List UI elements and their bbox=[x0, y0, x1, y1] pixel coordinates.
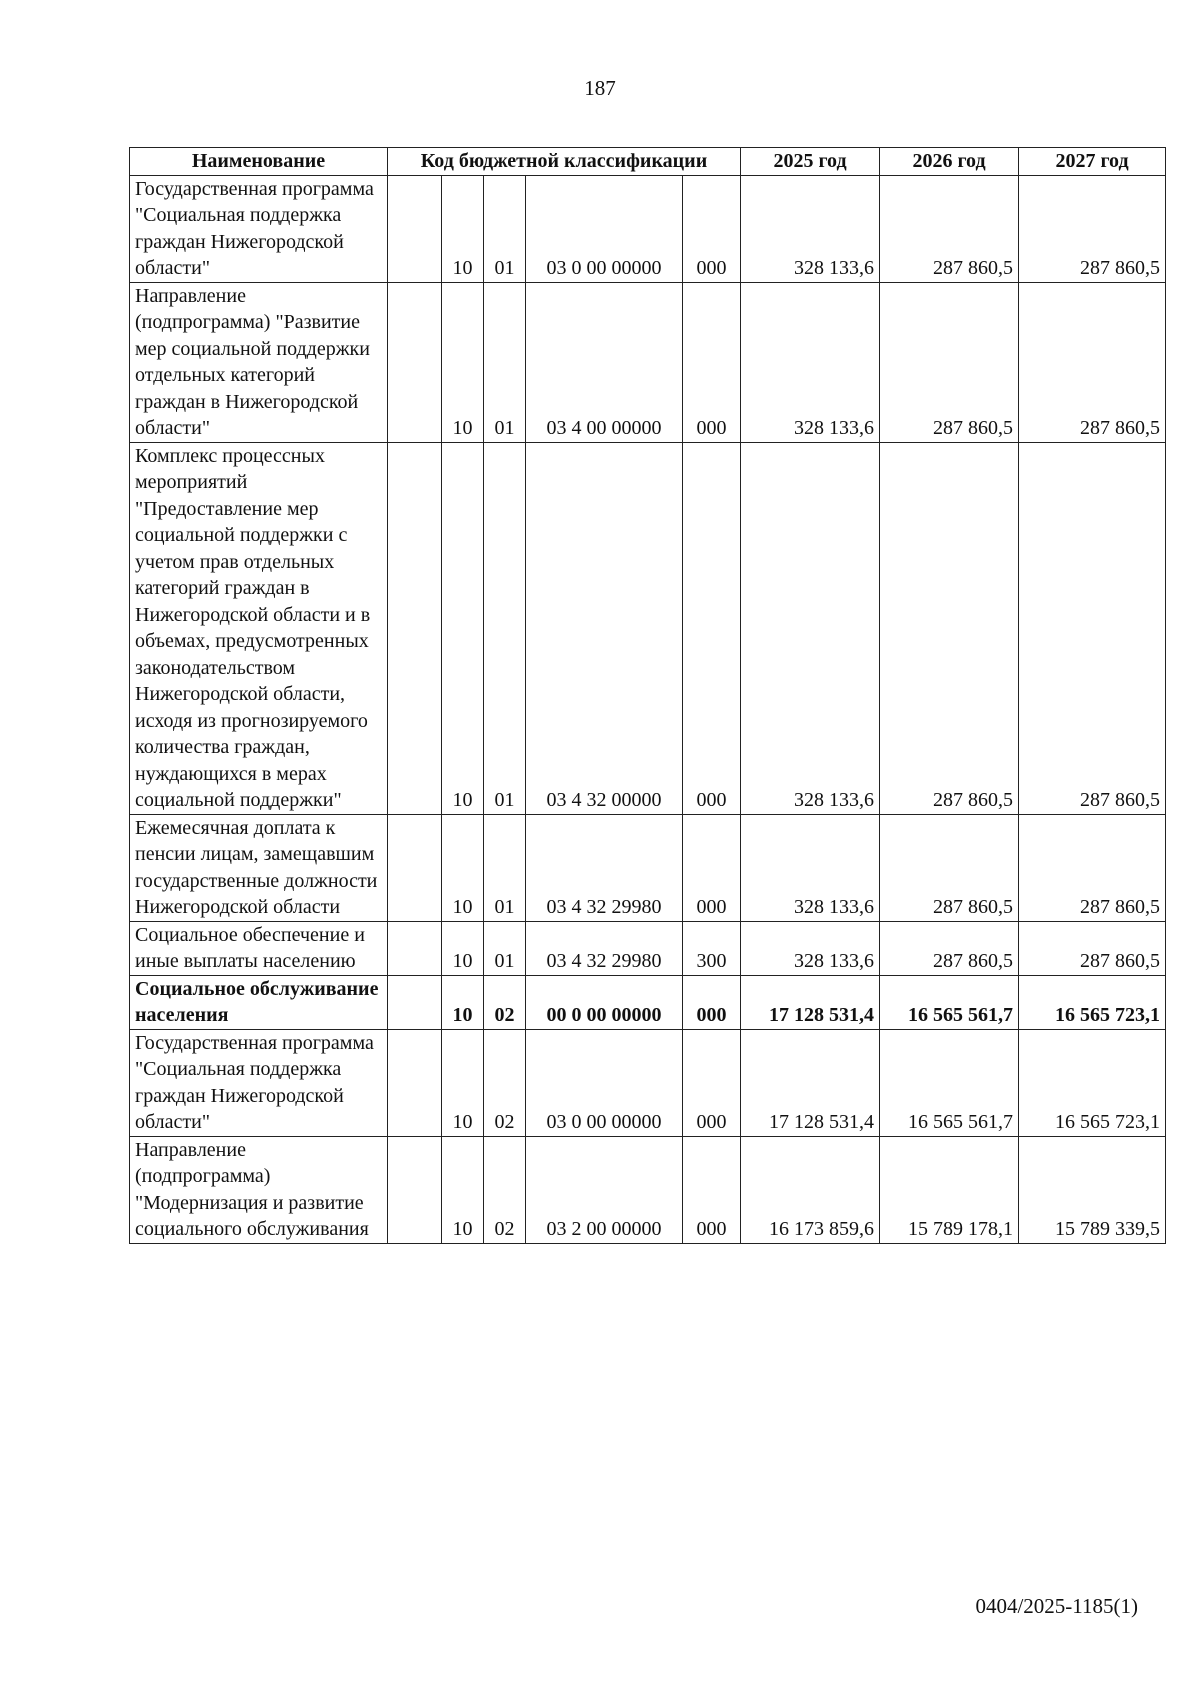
value-2026: 15 789 178,1 bbox=[880, 1136, 1019, 1243]
value-2025: 328 133,6 bbox=[741, 442, 880, 814]
value-2027: 15 789 339,5 bbox=[1019, 1136, 1166, 1243]
subsection-code: 02 bbox=[484, 975, 526, 1029]
value-2026: 287 860,5 bbox=[880, 921, 1019, 975]
value-2025: 328 133,6 bbox=[741, 921, 880, 975]
value-2027: 287 860,5 bbox=[1019, 282, 1166, 442]
code-blank-cell bbox=[388, 814, 442, 921]
table-row bbox=[130, 1136, 1166, 1243]
value-2027: 16 565 723,1 bbox=[1019, 975, 1166, 1029]
code-blank-cell bbox=[388, 921, 442, 975]
budget-table bbox=[129, 147, 1166, 1244]
section-code: 10 bbox=[442, 921, 484, 975]
row-name: Направление (подпрограмма) "Развитие мер социальной поддержки отдельных категорий граждан в Нижегородской области" bbox=[130, 282, 388, 442]
code-blank-cell bbox=[388, 175, 442, 282]
expense-type-code: 300 bbox=[683, 921, 741, 975]
target-article-code: 03 4 00 00000 bbox=[526, 282, 683, 442]
value-2027: 287 860,5 bbox=[1019, 442, 1166, 814]
table-row bbox=[130, 1029, 1166, 1136]
value-2027: 287 860,5 bbox=[1019, 175, 1166, 282]
section-code: 10 bbox=[442, 1029, 484, 1136]
target-article-code: 03 0 00 00000 bbox=[526, 175, 683, 282]
header-name: Наименование bbox=[130, 148, 388, 176]
target-article-code: 03 2 00 00000 bbox=[526, 1136, 683, 1243]
target-article-code: 03 0 00 00000 bbox=[526, 1029, 683, 1136]
subsection-code: 01 bbox=[484, 442, 526, 814]
expense-type-code: 000 bbox=[683, 1029, 741, 1136]
target-article-code: 03 4 32 29980 bbox=[526, 814, 683, 921]
subsection-code: 02 bbox=[484, 1029, 526, 1136]
table-row bbox=[130, 921, 1166, 975]
row-name: Ежемесячная доплата к пенсии лицам, замещавшим государственные должности Нижегородской области bbox=[130, 814, 388, 921]
section-code: 10 bbox=[442, 442, 484, 814]
table-row bbox=[130, 175, 1166, 282]
code-blank-cell bbox=[388, 1136, 442, 1243]
section-code: 10 bbox=[442, 975, 484, 1029]
section-code: 10 bbox=[442, 175, 484, 282]
expense-type-code: 000 bbox=[683, 975, 741, 1029]
target-article-code: 03 4 32 00000 bbox=[526, 442, 683, 814]
row-name: Социальное обеспечение и иные выплаты населению bbox=[130, 921, 388, 975]
section-code: 10 bbox=[442, 1136, 484, 1243]
row-name: Направление (подпрограмма) "Модернизация и развитие социального обслуживания bbox=[130, 1136, 388, 1243]
row-name: Государственная программа "Социальная поддержка граждан Нижегородской области" bbox=[130, 175, 388, 282]
value-2027: 16 565 723,1 bbox=[1019, 1029, 1166, 1136]
row-name: Социальное обслуживание населения bbox=[130, 975, 388, 1029]
table-row-section-total bbox=[130, 975, 1166, 1029]
value-2025: 17 128 531,4 bbox=[741, 975, 880, 1029]
value-2025: 328 133,6 bbox=[741, 814, 880, 921]
value-2025: 17 128 531,4 bbox=[741, 1029, 880, 1136]
value-2026: 287 860,5 bbox=[880, 282, 1019, 442]
row-name: Комплекс процессных мероприятий "Предоставление мер социальной поддержки с учетом прав отдельных категорий граждан в Нижегородской области и в объемах, предусмотренных законодательством Нижегородской области, исходя из прогнозируемого количества граждан, нуждающихся в мерах социальной поддержки" bbox=[130, 442, 388, 814]
value-2027: 287 860,5 bbox=[1019, 921, 1166, 975]
value-2025: 328 133,6 bbox=[741, 282, 880, 442]
value-2026: 287 860,5 bbox=[880, 175, 1019, 282]
target-article-code: 00 0 00 00000 bbox=[526, 975, 683, 1029]
subsection-code: 01 bbox=[484, 175, 526, 282]
expense-type-code: 000 bbox=[683, 442, 741, 814]
subsection-code: 02 bbox=[484, 1136, 526, 1243]
header-code: Код бюджетной классификации bbox=[388, 148, 741, 176]
subsection-code: 01 bbox=[484, 921, 526, 975]
value-2025: 328 133,6 bbox=[741, 175, 880, 282]
row-name: Государственная программа "Социальная поддержка граждан Нижегородской области" bbox=[130, 1029, 388, 1136]
subsection-code: 01 bbox=[484, 814, 526, 921]
subsection-code: 01 bbox=[484, 282, 526, 442]
table-row bbox=[130, 282, 1166, 442]
table-header-row bbox=[130, 148, 1166, 176]
expense-type-code: 000 bbox=[683, 1136, 741, 1243]
section-code: 10 bbox=[442, 282, 484, 442]
section-code: 10 bbox=[442, 814, 484, 921]
value-2026: 287 860,5 bbox=[880, 814, 1019, 921]
code-blank-cell bbox=[388, 1029, 442, 1136]
code-blank-cell bbox=[388, 975, 442, 1029]
code-blank-cell bbox=[388, 442, 442, 814]
value-2026: 16 565 561,7 bbox=[880, 975, 1019, 1029]
target-article-code: 03 4 32 29980 bbox=[526, 921, 683, 975]
expense-type-code: 000 bbox=[683, 814, 741, 921]
document-registration-code: 0404/2025-1185(1) bbox=[975, 1594, 1138, 1618]
value-2026: 287 860,5 bbox=[880, 442, 1019, 814]
value-2026: 16 565 561,7 bbox=[880, 1029, 1019, 1136]
value-2025: 16 173 859,6 bbox=[741, 1136, 880, 1243]
table-row bbox=[130, 442, 1166, 814]
expense-type-code: 000 bbox=[683, 282, 741, 442]
table-row bbox=[130, 814, 1166, 921]
page-number: 187 bbox=[584, 76, 616, 100]
header-2027: 2027 год bbox=[1019, 148, 1166, 176]
code-blank-cell bbox=[388, 282, 442, 442]
header-2026: 2026 год bbox=[880, 148, 1019, 176]
expense-type-code: 000 bbox=[683, 175, 741, 282]
header-2025: 2025 год bbox=[741, 148, 880, 176]
value-2027: 287 860,5 bbox=[1019, 814, 1166, 921]
